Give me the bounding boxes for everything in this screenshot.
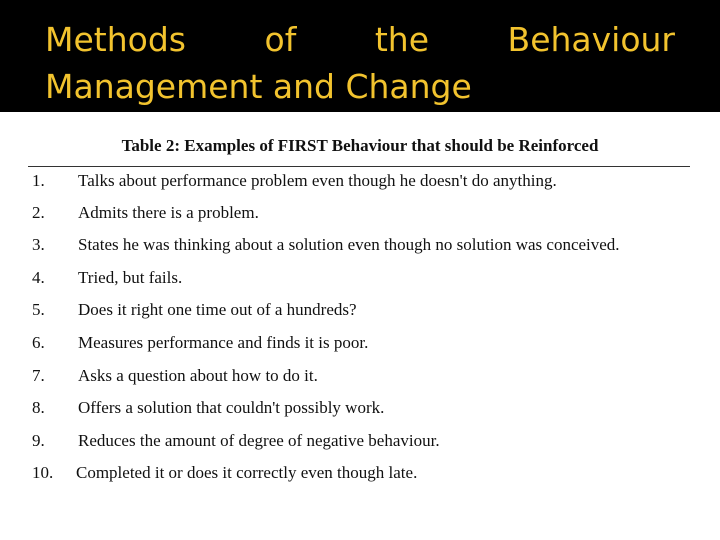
list-item-number: 4. — [32, 268, 45, 287]
list-item-text: Does it right one time out of a hundreds? — [78, 300, 357, 319]
list-item — [0, 300, 720, 324]
list-item-number: 6. — [32, 333, 45, 352]
list-item-number: 8. — [32, 398, 45, 417]
slide-title: Methods of the Behaviour Management and Change — [45, 20, 675, 106]
list-item — [0, 268, 720, 292]
list-item-text: Offers a solution that couldn't possibly work. — [78, 398, 385, 417]
slide-header — [0, 0, 720, 112]
table-caption: Table 2: Examples of FIRST Behaviour that should be Reinforced — [121, 136, 599, 155]
list-item-number: 3. — [32, 235, 45, 254]
list-item — [0, 235, 720, 259]
list-item — [0, 431, 720, 455]
list-item — [0, 366, 720, 390]
list-item-number: 7. — [32, 366, 45, 385]
list-item — [0, 398, 720, 422]
list-item — [0, 171, 720, 195]
list-item-number: 10. — [32, 463, 54, 482]
list-item-number: 2. — [32, 203, 45, 222]
list-item-text: Talks about performance problem even though he doesn't do anything. — [78, 171, 557, 190]
list-item-number: 1. — [32, 171, 45, 190]
list-item-text: Admits there is a problem. — [78, 203, 259, 222]
list-item-text: States he was thinking about a solution even though no solution was conceived. — [78, 235, 620, 254]
list-item-number: 5. — [32, 300, 45, 319]
list-item-text: Measures performance and finds it is poor. — [78, 333, 369, 352]
list-item-text: Asks a question about how to do it. — [78, 366, 318, 385]
list-item — [0, 333, 720, 357]
list-item — [0, 203, 720, 227]
list-item — [0, 463, 720, 487]
list-item-text: Tried, but fails. — [78, 268, 183, 287]
list-item-text: Completed it or does it correctly even though late. — [76, 463, 418, 482]
list-item-number: 9. — [32, 431, 45, 450]
list-item-text: Reduces the amount of degree of negative behaviour. — [78, 431, 440, 450]
table-divider — [28, 166, 690, 167]
